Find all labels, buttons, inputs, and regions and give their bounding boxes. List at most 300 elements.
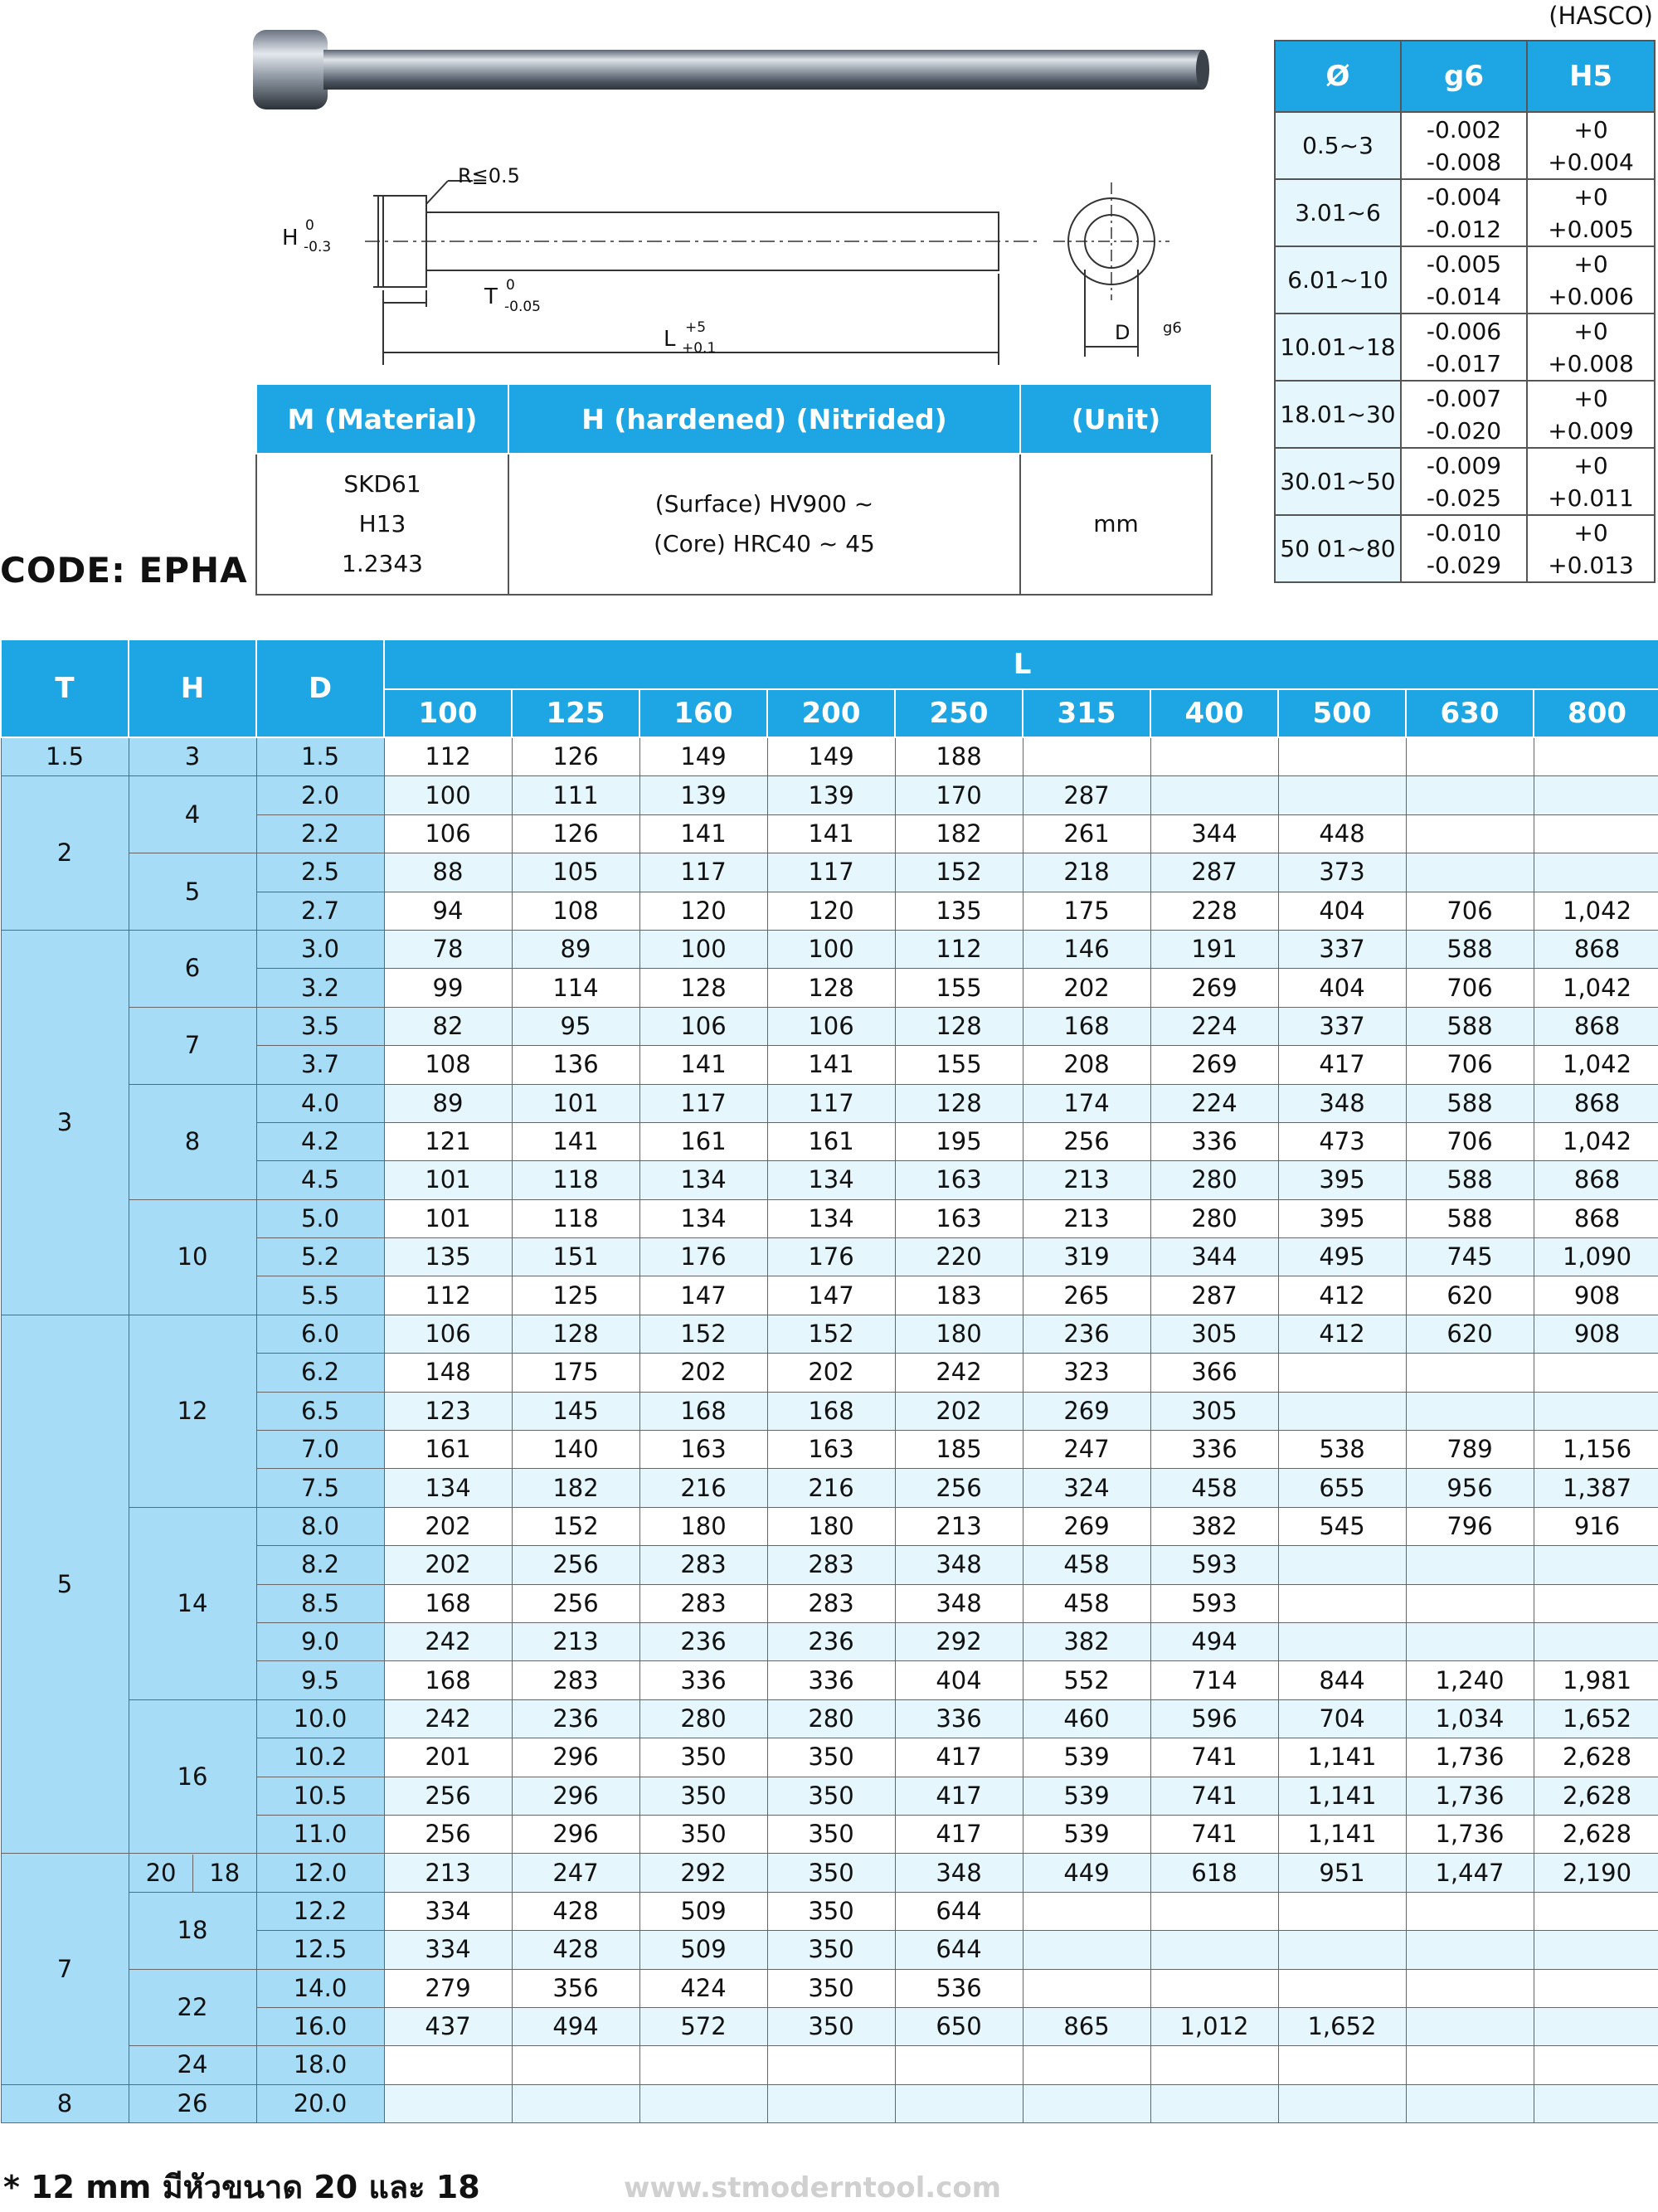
- price-cell: 265: [1023, 1276, 1150, 1315]
- price-cell: 706: [1406, 1046, 1534, 1084]
- d-dimension-label: D: [1115, 321, 1130, 344]
- price-cell: 417: [895, 1815, 1023, 1853]
- price-cell: 741: [1150, 1738, 1278, 1777]
- price-cell: 404: [1278, 892, 1406, 930]
- price-cell: 412: [1278, 1276, 1406, 1315]
- price-cell: 78: [384, 930, 512, 968]
- hardness-cell: [508, 454, 1020, 595]
- h5-cell: [1527, 515, 1655, 582]
- price-cell: [1150, 1969, 1278, 2007]
- h-value-cell: 5: [129, 853, 256, 931]
- price-cell: [1150, 2084, 1278, 2122]
- unit-header: (Unit): [1020, 384, 1212, 454]
- price-cell: [1406, 2046, 1534, 2084]
- price-cell: 336: [895, 1699, 1023, 1738]
- g6-lower: -0.014: [1426, 282, 1502, 310]
- price-cell: [767, 2046, 895, 2084]
- price-cell: 148: [384, 1354, 512, 1392]
- price-cell: 323: [1023, 1354, 1150, 1392]
- price-cell: 1,156: [1534, 1431, 1658, 1469]
- price-cell: 202: [384, 1546, 512, 1584]
- d-value-cell: 8.5: [256, 1584, 384, 1622]
- h-value-cell: 10: [129, 1199, 256, 1315]
- price-cell: 125: [512, 1276, 639, 1315]
- price-cell: [384, 2046, 512, 2084]
- price-cell: 404: [1278, 969, 1406, 1007]
- table-row: [1, 1084, 1658, 1122]
- t-value-cell: 2: [1, 776, 129, 931]
- price-cell: [1278, 776, 1406, 814]
- h5-upper: +0: [1573, 518, 1608, 547]
- price-cell: 916: [1534, 1507, 1658, 1545]
- product-code: CODE: EPHA: [0, 550, 248, 591]
- diameter-range-cell: 50 01~80: [1275, 515, 1401, 582]
- price-cell: [639, 2084, 767, 2122]
- length-header: 100: [384, 689, 512, 737]
- price-cell: 175: [1023, 892, 1150, 930]
- price-cell: 101: [384, 1161, 512, 1199]
- g6-header: g6: [1401, 41, 1527, 112]
- price-cell: 588: [1406, 1199, 1534, 1237]
- price-cell: 417: [1278, 1046, 1406, 1084]
- price-cell: [767, 2084, 895, 2122]
- price-cell: 334: [384, 1892, 512, 1930]
- d-value-cell: 4.0: [256, 1084, 384, 1122]
- h-value-cell: 18: [129, 1892, 256, 1969]
- price-cell: [1534, 1931, 1658, 1969]
- price-cell: 1,012: [1150, 2007, 1278, 2045]
- price-cell: 292: [639, 1854, 767, 1892]
- price-cell: 236: [1023, 1315, 1150, 1353]
- price-cell: 152: [639, 1315, 767, 1353]
- price-cell: 117: [767, 853, 895, 892]
- price-cell: 704: [1278, 1699, 1406, 1738]
- price-cell: 350: [767, 1931, 895, 1969]
- d-value-cell: 5.0: [256, 1199, 384, 1237]
- price-cell: 344: [1150, 814, 1278, 853]
- price-cell: 382: [1023, 1622, 1150, 1660]
- price-cell: [1406, 1969, 1534, 2007]
- price-cell: 141: [639, 814, 767, 853]
- price-cell: 168: [1023, 1007, 1150, 1045]
- price-cell: 1,141: [1278, 1777, 1406, 1815]
- g6-upper: -0.002: [1426, 115, 1502, 143]
- d-value-cell: 8.2: [256, 1546, 384, 1584]
- price-cell: 620: [1406, 1276, 1534, 1315]
- price-cell: 366: [1150, 1354, 1278, 1392]
- price-cell: 146: [1023, 930, 1150, 968]
- h5-upper: +0: [1573, 384, 1608, 412]
- tolerance-row: [1275, 515, 1655, 582]
- material-table: [255, 383, 1213, 596]
- price-cell: 336: [639, 1661, 767, 1699]
- d-value-cell: 9.0: [256, 1622, 384, 1660]
- tolerance-row: [1275, 179, 1655, 246]
- price-cell: [1278, 1969, 1406, 2007]
- price-cell: [1278, 1584, 1406, 1622]
- price-cell: 336: [1150, 1122, 1278, 1160]
- price-cell: 236: [639, 1622, 767, 1660]
- price-cell: 868: [1534, 930, 1658, 968]
- price-cell: 1,141: [1278, 1738, 1406, 1777]
- price-cell: [1406, 737, 1534, 776]
- price-cell: 82: [384, 1007, 512, 1045]
- price-cell: 155: [895, 969, 1023, 1007]
- price-cell: 1,652: [1534, 1699, 1658, 1738]
- price-cell: 334: [384, 1931, 512, 1969]
- h-dimension-label: H: [282, 226, 299, 250]
- h5-lower: +0.011: [1548, 484, 1634, 512]
- price-cell: 1,034: [1406, 1699, 1534, 1738]
- d-value-cell: 12.2: [256, 1892, 384, 1930]
- price-cell: 99: [384, 969, 512, 1007]
- price-cell: [1023, 1892, 1150, 1930]
- price-cell: 141: [767, 1046, 895, 1084]
- price-cell: 458: [1023, 1546, 1150, 1584]
- price-cell: [1278, 1546, 1406, 1584]
- price-cell: 161: [767, 1122, 895, 1160]
- price-cell: 417: [895, 1738, 1023, 1777]
- price-cell: [1534, 1584, 1658, 1622]
- price-cell: 741: [1150, 1815, 1278, 1853]
- price-cell: 706: [1406, 892, 1534, 930]
- price-cell: 868: [1534, 1199, 1658, 1237]
- tolerance-row: [1275, 314, 1655, 381]
- price-cell: 593: [1150, 1546, 1278, 1584]
- price-cell: 428: [512, 1931, 639, 1969]
- price-cell: 141: [639, 1046, 767, 1084]
- d-value-cell: 3.2: [256, 969, 384, 1007]
- price-cell: [1406, 2007, 1534, 2045]
- price-cell: 180: [639, 1507, 767, 1545]
- table-row: [1, 2046, 1658, 2084]
- diameter-range-cell: 0.5~3: [1275, 112, 1401, 179]
- price-cell: 494: [512, 2007, 639, 2045]
- price-cell: 373: [1278, 853, 1406, 892]
- price-cell: 350: [639, 1815, 767, 1853]
- price-cell: 844: [1278, 1661, 1406, 1699]
- price-cell: 94: [384, 892, 512, 930]
- price-cell: 117: [639, 853, 767, 892]
- price-cell: 319: [1023, 1238, 1150, 1276]
- price-cell: 417: [895, 1777, 1023, 1815]
- h5-lower: +0.009: [1548, 416, 1634, 445]
- price-cell: 202: [1023, 969, 1150, 1007]
- price-cell: [1023, 1969, 1150, 2007]
- price-cell: 101: [512, 1084, 639, 1122]
- price-cell: 269: [1023, 1507, 1150, 1545]
- price-cell: 152: [767, 1315, 895, 1353]
- price-cell: [1278, 1892, 1406, 1930]
- price-cell: 163: [895, 1161, 1023, 1199]
- price-cell: 111: [512, 776, 639, 814]
- price-cell: 216: [639, 1469, 767, 1507]
- h5-lower: +0.005: [1548, 215, 1634, 243]
- tolerance-row: [1275, 112, 1655, 179]
- price-cell: 180: [895, 1315, 1023, 1353]
- t-tolerance-top: 0: [506, 277, 515, 294]
- h5-upper: +0: [1573, 451, 1608, 479]
- price-cell: 106: [384, 1315, 512, 1353]
- price-cell: [1278, 1392, 1406, 1430]
- price-cell: 220: [895, 1238, 1023, 1276]
- h5-cell: [1527, 448, 1655, 515]
- price-cell: 118: [512, 1161, 639, 1199]
- price-cell: 1,981: [1534, 1661, 1658, 1699]
- price-cell: [1406, 1546, 1534, 1584]
- price-cell: 280: [639, 1699, 767, 1738]
- price-cell: 596: [1150, 1699, 1278, 1738]
- length-header: 200: [767, 689, 895, 737]
- price-cell: [1406, 1584, 1534, 1622]
- table-row: [1, 930, 1658, 968]
- h-value-cell: 7: [129, 1007, 256, 1084]
- d-value-cell: 4.5: [256, 1161, 384, 1199]
- price-cell: 147: [639, 1276, 767, 1315]
- h-value-cell: 4: [129, 776, 256, 853]
- d-value-cell: 12.5: [256, 1931, 384, 1969]
- price-cell: [1023, 737, 1150, 776]
- price-cell: 202: [384, 1507, 512, 1545]
- price-cell: 140: [512, 1431, 639, 1469]
- t-value-cell: 3: [1, 930, 129, 1315]
- price-cell: [512, 2084, 639, 2122]
- price-cell: 155: [895, 1046, 1023, 1084]
- price-cell: 256: [384, 1815, 512, 1853]
- price-cell: 324: [1023, 1469, 1150, 1507]
- price-cell: 114: [512, 969, 639, 1007]
- h-value-cell: [129, 1854, 256, 1892]
- h-value-cell: 14: [129, 1507, 256, 1699]
- g6-cell: [1401, 246, 1527, 314]
- g6-lower: -0.020: [1426, 416, 1502, 445]
- price-cell: 336: [767, 1661, 895, 1699]
- price-cell: 588: [1406, 1161, 1534, 1199]
- price-cell: 292: [895, 1622, 1023, 1660]
- price-cell: 242: [895, 1354, 1023, 1392]
- d-value-cell: 9.5: [256, 1661, 384, 1699]
- table-row: [1, 1199, 1658, 1237]
- price-cell: 1,042: [1534, 969, 1658, 1007]
- material-line: H13: [358, 510, 406, 537]
- price-cell: [1534, 1392, 1658, 1430]
- price-cell: 163: [767, 1431, 895, 1469]
- price-cell: 145: [512, 1392, 639, 1430]
- price-cell: 256: [512, 1546, 639, 1584]
- price-cell: 344: [1150, 1238, 1278, 1276]
- price-cell: 117: [767, 1084, 895, 1122]
- price-cell: 552: [1023, 1661, 1150, 1699]
- tolerance-row: [1275, 381, 1655, 448]
- price-cell: 188: [895, 737, 1023, 776]
- h5-cell: [1527, 179, 1655, 246]
- price-cell: 287: [1150, 853, 1278, 892]
- price-cell: 202: [895, 1392, 1023, 1430]
- tolerance-row: [1275, 246, 1655, 314]
- price-cell: 460: [1023, 1699, 1150, 1738]
- h5-cell: [1527, 314, 1655, 381]
- price-cell: 951: [1278, 1854, 1406, 1892]
- price-cell: 168: [767, 1392, 895, 1430]
- price-cell: 448: [1278, 814, 1406, 853]
- price-cell: 168: [639, 1392, 767, 1430]
- price-cell: [1534, 2007, 1658, 2045]
- price-cell: 168: [384, 1584, 512, 1622]
- price-cell: [1534, 1892, 1658, 1930]
- price-cell: [1534, 1622, 1658, 1660]
- diameter-range-cell: 3.01~6: [1275, 179, 1401, 246]
- price-cell: [895, 2084, 1023, 2122]
- d-value-cell: 4.2: [256, 1122, 384, 1160]
- price-cell: 242: [384, 1699, 512, 1738]
- price-cell: [1406, 776, 1534, 814]
- price-cell: 163: [639, 1431, 767, 1469]
- price-cell: [1278, 737, 1406, 776]
- d-value-cell: 2.2: [256, 814, 384, 853]
- price-cell: 121: [384, 1122, 512, 1160]
- price-cell: 283: [767, 1584, 895, 1622]
- material-header: M (Material): [256, 384, 508, 454]
- price-cell: [1278, 1622, 1406, 1660]
- price-cell: 256: [512, 1584, 639, 1622]
- price-cell: 714: [1150, 1661, 1278, 1699]
- price-cell: 135: [895, 892, 1023, 930]
- price-cell: [1534, 1969, 1658, 2007]
- price-cell: [1406, 1392, 1534, 1430]
- d-value-cell: 10.0: [256, 1699, 384, 1738]
- price-cell: 108: [384, 1046, 512, 1084]
- d-value-cell: 2.0: [256, 776, 384, 814]
- diameter-range-cell: 10.01~18: [1275, 314, 1401, 381]
- price-cell: 261: [1023, 814, 1150, 853]
- price-cell: 1,736: [1406, 1777, 1534, 1815]
- price-cell: 174: [1023, 1084, 1150, 1122]
- price-cell: 106: [384, 814, 512, 853]
- g6-cell: [1401, 381, 1527, 448]
- price-cell: 572: [639, 2007, 767, 2045]
- d-value-cell: 5.5: [256, 1276, 384, 1315]
- price-cell: 539: [1023, 1777, 1150, 1815]
- price-cell: 348: [1278, 1084, 1406, 1122]
- price-cell: 280: [1150, 1199, 1278, 1237]
- price-cell: 128: [512, 1315, 639, 1353]
- price-cell: 106: [639, 1007, 767, 1045]
- unit-cell: mm: [1020, 454, 1212, 595]
- price-cell: 185: [895, 1431, 1023, 1469]
- t-tolerance-bottom: -0.05: [504, 299, 541, 315]
- price-cell: 644: [895, 1892, 1023, 1930]
- price-cell: 1,042: [1534, 892, 1658, 930]
- price-cell: 1,042: [1534, 1122, 1658, 1160]
- price-cell: [1534, 776, 1658, 814]
- price-cell: 395: [1278, 1161, 1406, 1199]
- price-cell: 247: [1023, 1431, 1150, 1469]
- price-cell: 149: [639, 737, 767, 776]
- price-cell: 382: [1150, 1507, 1278, 1545]
- price-cell: [1278, 1354, 1406, 1392]
- h5-header: H5: [1527, 41, 1655, 112]
- g6-cell: [1401, 448, 1527, 515]
- price-cell: 128: [767, 969, 895, 1007]
- price-cell: 128: [639, 969, 767, 1007]
- l-column-header: L: [384, 639, 1658, 689]
- price-cell: [1150, 1892, 1278, 1930]
- t-value-cell: 8: [1, 2084, 129, 2122]
- price-cell: 348: [895, 1854, 1023, 1892]
- price-cell: 908: [1534, 1315, 1658, 1353]
- price-cell: [1023, 2046, 1150, 2084]
- price-cell: 655: [1278, 1469, 1406, 1507]
- price-cell: 428: [512, 1892, 639, 1930]
- diameter-header: Ø: [1275, 41, 1401, 112]
- price-cell: 149: [767, 737, 895, 776]
- table-row: [1, 1854, 1658, 1892]
- price-cell: 213: [1023, 1199, 1150, 1237]
- price-cell: 865: [1023, 2007, 1150, 2045]
- diameter-range-cell: 30.01~50: [1275, 448, 1401, 515]
- price-cell: 213: [384, 1854, 512, 1892]
- d-value-cell: 3.0: [256, 930, 384, 968]
- d-value-cell: 6.5: [256, 1392, 384, 1430]
- price-cell: 350: [767, 1854, 895, 1892]
- length-header: 315: [1023, 689, 1150, 737]
- price-cell: 279: [384, 1969, 512, 2007]
- price-cell: 458: [1023, 1584, 1150, 1622]
- price-cell: [1406, 814, 1534, 853]
- h-value-cell: 16: [129, 1699, 256, 1854]
- price-cell: [1278, 2046, 1406, 2084]
- price-cell: [1278, 2084, 1406, 2122]
- price-cell: 176: [767, 1238, 895, 1276]
- d-value-cell: 2.7: [256, 892, 384, 930]
- g6-upper: -0.007: [1426, 384, 1502, 412]
- price-cell: 283: [639, 1546, 767, 1584]
- table-row: [1, 1507, 1658, 1545]
- price-cell: 509: [639, 1931, 767, 1969]
- price-cell: 256: [895, 1469, 1023, 1507]
- price-cell: [1406, 1354, 1534, 1392]
- price-cell: 956: [1406, 1469, 1534, 1507]
- price-cell: 1,141: [1278, 1815, 1406, 1853]
- material-cell: [256, 454, 508, 595]
- h5-lower: +0.013: [1548, 551, 1634, 579]
- price-cell: 168: [384, 1661, 512, 1699]
- h5-cell: [1527, 112, 1655, 179]
- t-column-header: T: [1, 639, 129, 737]
- price-cell: [1534, 737, 1658, 776]
- price-cell: 134: [384, 1469, 512, 1507]
- tolerance-table: [1274, 40, 1656, 583]
- h5-upper: +0: [1573, 250, 1608, 278]
- hardness-header: H (hardened) (Nitrided): [508, 384, 1020, 454]
- price-cell: 539: [1023, 1815, 1150, 1853]
- price-cell: 588: [1406, 930, 1534, 968]
- price-cell: 2,190: [1534, 1854, 1658, 1892]
- price-cell: 108: [512, 892, 639, 930]
- price-cell: 139: [639, 776, 767, 814]
- h-value-cell: 12: [129, 1315, 256, 1507]
- price-cell: 224: [1150, 1084, 1278, 1122]
- price-cell: 126: [512, 737, 639, 776]
- price-cell: 269: [1023, 1392, 1150, 1430]
- table-row: [1, 776, 1658, 814]
- d-value-cell: 20.0: [256, 2084, 384, 2122]
- price-cell: 147: [767, 1276, 895, 1315]
- price-cell: 100: [767, 930, 895, 968]
- price-cell: 100: [384, 776, 512, 814]
- price-cell: 120: [767, 892, 895, 930]
- price-cell: 437: [384, 2007, 512, 2045]
